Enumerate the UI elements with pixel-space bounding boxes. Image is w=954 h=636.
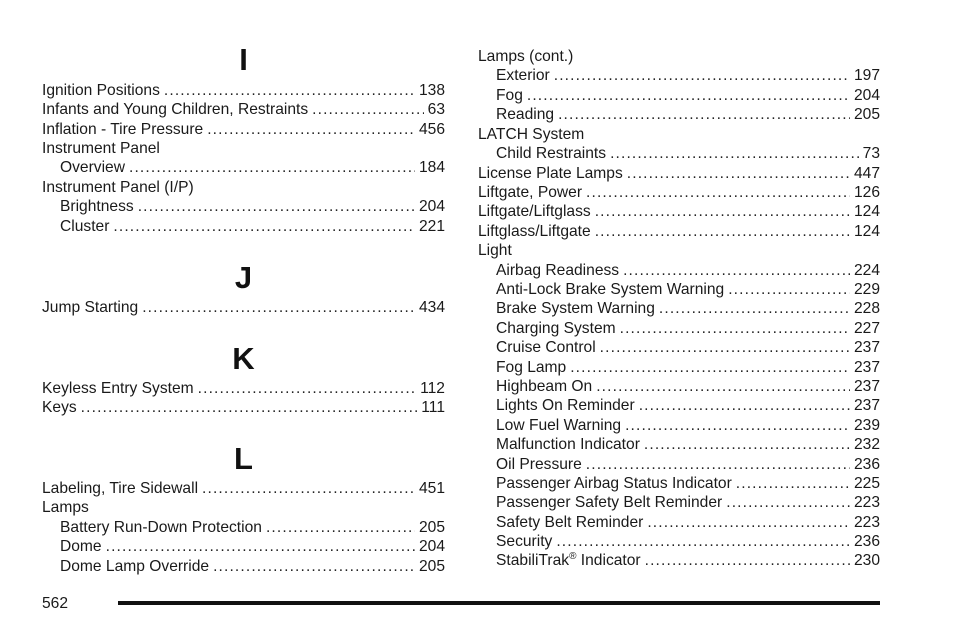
index-heading — [42, 139, 445, 159]
index-subentry — [496, 396, 880, 416]
entry-term: Ignition Positions — [42, 82, 160, 99]
entry-term: Fog Lamp — [496, 359, 567, 376]
dot-leader — [556, 532, 850, 552]
entry-page: 229 — [853, 281, 880, 298]
entry-term: Airbag Readiness — [496, 262, 620, 279]
entry-page: 237 — [853, 397, 880, 414]
index-subentry — [496, 435, 880, 455]
entry-page: 237 — [853, 339, 880, 356]
entry-page: 73 — [862, 145, 880, 162]
index-heading — [42, 498, 445, 518]
entry-page: 197 — [853, 67, 880, 84]
entry-term: Brightness — [60, 198, 134, 215]
entry-page: 63 — [427, 101, 445, 118]
index-subentry — [496, 299, 880, 319]
entry-term: Oil Pressure — [496, 456, 582, 473]
entry-page: 124 — [853, 203, 880, 220]
entry-page: 205 — [418, 558, 445, 575]
entry-term: Highbeam On — [496, 378, 593, 395]
entry-term: Malfunction Indicator — [496, 436, 640, 453]
section-letter-j: J — [234, 260, 253, 295]
index-subentry — [60, 158, 445, 178]
entry-page: 204 — [418, 538, 445, 555]
entry-term: Child Restraints — [496, 145, 607, 162]
index-subentry — [496, 66, 880, 86]
entry-term: Keys — [42, 399, 77, 416]
index-subentry — [60, 197, 445, 217]
entry-term: Light — [478, 242, 512, 259]
index-entry — [42, 479, 445, 499]
entry-page: 227 — [853, 320, 880, 337]
index-heading — [42, 178, 445, 198]
entry-term: Dome — [60, 538, 102, 555]
dot-leader — [610, 144, 859, 164]
entry-term: Passenger Airbag Status Indicator — [496, 475, 732, 492]
index-entry — [42, 298, 445, 318]
entry-page: 205 — [418, 519, 445, 536]
entry-term: Cruise Control — [496, 339, 596, 356]
dot-leader — [312, 100, 424, 120]
entry-page: 239 — [853, 417, 880, 434]
entry-term: Overview — [60, 159, 125, 176]
dot-leader — [266, 518, 415, 538]
entry-page: 232 — [853, 436, 880, 453]
entry-term: Lamps — [42, 499, 89, 516]
index-subentry — [496, 493, 880, 513]
entry-term: Battery Run-Down Protection — [60, 519, 262, 536]
index-subentry — [496, 261, 880, 281]
index-entry — [42, 100, 445, 120]
dot-leader — [213, 557, 415, 577]
entry-term — [496, 551, 641, 571]
entry-page: 228 — [853, 300, 880, 317]
section-letter-k: K — [232, 341, 255, 376]
dot-leader — [113, 217, 415, 237]
index-subentry — [496, 416, 880, 436]
index-subentry — [496, 338, 880, 358]
entry-page: 124 — [853, 223, 880, 240]
dot-leader — [570, 358, 850, 378]
entry-page: 230 — [853, 552, 880, 569]
index-heading — [478, 47, 880, 67]
entry-term: Anti-Lock Brake System Warning — [496, 281, 725, 298]
dot-leader — [639, 396, 850, 416]
entry-page: 225 — [853, 475, 880, 492]
entry-term: Keyless Entry System — [42, 380, 194, 397]
entry-term: Infants and Young Children, Restraints — [42, 101, 309, 118]
entry-term: Security — [496, 533, 553, 550]
index-subentry — [496, 86, 880, 106]
entry-term: LATCH System — [478, 126, 585, 143]
entry-page: 224 — [853, 262, 880, 279]
registered-mark: ® — [569, 550, 577, 562]
entry-term: Charging System — [496, 320, 616, 337]
entry-term: Cluster — [60, 218, 110, 235]
entry-term: Low Fuel Warning — [496, 417, 622, 434]
index-entry — [478, 183, 880, 203]
entry-term-rest: Indicator — [576, 552, 641, 569]
dot-leader — [659, 299, 850, 319]
entry-page: 236 — [853, 456, 880, 473]
dot-leader — [527, 86, 850, 106]
entry-term: Lights On Reminder — [496, 397, 635, 414]
index-subentry — [60, 518, 445, 538]
index-entry — [478, 164, 880, 184]
entry-page: 451 — [418, 480, 445, 497]
dot-leader — [202, 479, 415, 499]
dot-leader — [728, 280, 850, 300]
entry-page: 237 — [853, 359, 880, 376]
entry-term: Brake System Warning — [496, 300, 655, 317]
entry-page: 204 — [853, 87, 880, 104]
entry-page: 111 — [421, 399, 445, 416]
dot-leader — [620, 319, 850, 339]
dot-leader — [558, 105, 850, 125]
entry-term: License Plate Lamps — [478, 165, 623, 182]
footer-rule — [118, 601, 880, 605]
dot-leader — [586, 183, 850, 203]
dot-leader — [625, 416, 850, 436]
dot-leader — [644, 435, 850, 455]
entry-term: Dome Lamp Override — [60, 558, 210, 575]
entry-page: 447 — [853, 165, 880, 182]
index-entry — [42, 398, 445, 418]
index-entry — [42, 81, 445, 101]
index-heading — [478, 125, 880, 145]
entry-term: Labeling, Tire Sidewall — [42, 480, 199, 497]
dot-leader — [129, 158, 415, 178]
entry-term-main: StabiliTrak — [496, 552, 570, 569]
index-subentry — [496, 513, 880, 533]
index-subentry — [496, 280, 880, 300]
entry-page: 112 — [420, 380, 445, 397]
entry-page: 223 — [853, 514, 880, 531]
index-subentry — [60, 557, 445, 577]
entry-term: Instrument Panel — [42, 140, 160, 157]
entry-term: Reading — [496, 106, 555, 123]
index-subentry — [60, 537, 445, 557]
index-entry — [42, 379, 445, 399]
dot-leader — [600, 338, 850, 358]
index-subentry — [60, 217, 445, 237]
index-subentry — [496, 377, 880, 397]
entry-term: Inflation - Tire Pressure — [42, 121, 204, 138]
dot-leader — [142, 298, 415, 318]
dot-leader — [207, 120, 415, 140]
section-letter-i: I — [239, 42, 248, 77]
entry-page: 204 — [418, 198, 445, 215]
dot-leader — [623, 261, 850, 281]
entry-page: 205 — [853, 106, 880, 123]
entry-term: Liftgate/Liftglass — [478, 203, 591, 220]
entry-term: Jump Starting — [42, 299, 139, 316]
index-entry — [478, 202, 880, 222]
entry-term: Passenger Safety Belt Reminder — [496, 494, 723, 511]
entry-term: Instrument Panel (I/P) — [42, 179, 194, 196]
entry-page: 434 — [418, 299, 445, 316]
section-letter-l: L — [234, 441, 253, 476]
index-subentry — [496, 358, 880, 378]
dot-leader — [198, 379, 416, 399]
index-subentry — [496, 532, 880, 552]
dot-leader — [645, 551, 850, 571]
dot-leader — [596, 377, 850, 397]
entry-page: 223 — [853, 494, 880, 511]
dot-leader — [586, 455, 850, 475]
page-number: 562 — [42, 595, 69, 612]
index-subentry — [496, 551, 880, 571]
index-subentry — [496, 105, 880, 125]
entry-page: 236 — [853, 533, 880, 550]
dot-leader — [627, 164, 850, 184]
entry-page: 456 — [418, 121, 445, 138]
dot-leader — [554, 66, 850, 86]
entry-page: 138 — [418, 82, 445, 99]
entry-term: Liftglass/Liftgate — [478, 223, 591, 240]
dot-leader — [81, 398, 418, 418]
entry-page: 237 — [853, 378, 880, 395]
entry-page: 126 — [853, 184, 880, 201]
dot-leader — [138, 197, 415, 217]
dot-leader — [595, 202, 850, 222]
entry-page: 221 — [418, 218, 445, 235]
dot-leader — [736, 474, 850, 494]
entry-page: 184 — [418, 159, 445, 176]
entry-term: Safety Belt Reminder — [496, 514, 644, 531]
entry-term: Fog — [496, 87, 523, 104]
index-subentry — [496, 319, 880, 339]
index-entry — [42, 120, 445, 140]
index-subentry — [496, 474, 880, 494]
dot-leader — [647, 513, 850, 533]
index-subentry — [496, 144, 880, 164]
dot-leader — [164, 81, 415, 101]
index-heading — [478, 241, 880, 261]
entry-term: Liftgate, Power — [478, 184, 583, 201]
index-subentry — [496, 455, 880, 475]
dot-leader — [106, 537, 415, 557]
entry-term: Exterior — [496, 67, 550, 84]
entry-term: Lamps (cont.) — [478, 48, 574, 65]
index-entry — [478, 222, 880, 242]
dot-leader — [726, 493, 850, 513]
dot-leader — [595, 222, 850, 242]
